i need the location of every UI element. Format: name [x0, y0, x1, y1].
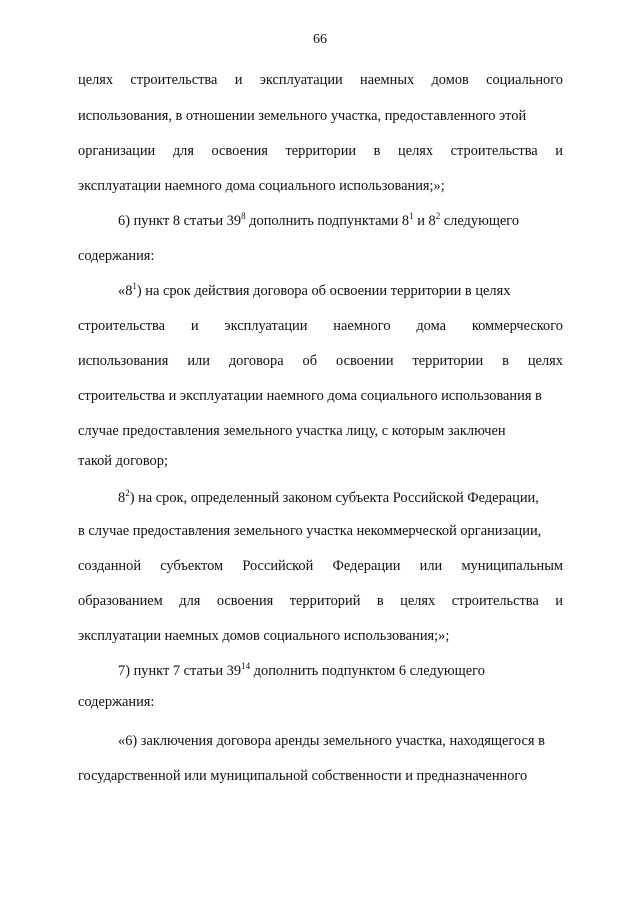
- text-word: социального: [486, 72, 563, 88]
- text-line: такой договор;: [78, 453, 168, 469]
- text-word: для: [172, 143, 194, 159]
- text-line: в случае предоставления земельного участка некоммерческой организации,: [78, 523, 542, 539]
- text-word: целях: [398, 143, 434, 159]
- text-line: созданной субъектом Российской Федерации или муниципальным: [78, 558, 563, 574]
- text-word: территории: [285, 143, 357, 159]
- text-line: государственной или муниципальной собственности и предназначенного: [78, 768, 528, 784]
- text-word: наемных: [360, 72, 415, 88]
- text-line: «$8^1$) на срок действия договора об освоении территории в целях: [118, 281, 511, 299]
- text-line: содержания:: [78, 694, 155, 710]
- text-line: образованием для освоения территорий в целях строительства и: [78, 593, 563, 609]
- text-line: использования, в отношении земельного участка, предоставленного этой: [78, 108, 527, 124]
- text-line: эксплуатации наемного дома социального использования;»;: [78, 178, 445, 194]
- text-word: строительства: [130, 72, 218, 88]
- text-line: случае предоставления земельного участка лицу, с которым заключен: [78, 423, 506, 439]
- text-line: «6) заключения договора аренды земельного участка, находящегося в: [118, 733, 545, 749]
- text-word: и: [555, 143, 563, 159]
- text-line: строительства и эксплуатации наемного дома социального использования в: [78, 388, 542, 404]
- text-word: организации: [78, 143, 156, 159]
- text-word: целях: [78, 72, 114, 88]
- text-word: эксплуатации: [259, 72, 343, 88]
- text-word: в: [373, 143, 381, 159]
- text-word: строительства: [450, 143, 538, 159]
- text-line: [78, 70, 563, 90]
- text-word: освоения: [211, 143, 268, 159]
- text-line: [78, 141, 563, 161]
- text-word: домов: [431, 72, 469, 88]
- text-line: 7) пункт 7 статьи $39^{14}$ дополнить подпунктом 6 следующего: [118, 661, 485, 679]
- text-line: содержания:: [78, 248, 155, 264]
- text-line: эксплуатации наемных домов социального использования;»;: [78, 628, 450, 644]
- text-line: 6) пункт 8 статьи $39^8$ дополнить подпунктами $8^1$ и $8^2$ следующего: [118, 211, 520, 229]
- text-word: и: [234, 72, 243, 88]
- text-line: использования или договора об освоении территории в целях: [78, 353, 563, 369]
- page-number: 66: [313, 32, 327, 47]
- text-line: $8^2$) на срок, определенный законом субъекта Российской Федерации,: [118, 488, 539, 506]
- text-line: строительства и эксплуатации наемного дома коммерческого: [78, 318, 563, 334]
